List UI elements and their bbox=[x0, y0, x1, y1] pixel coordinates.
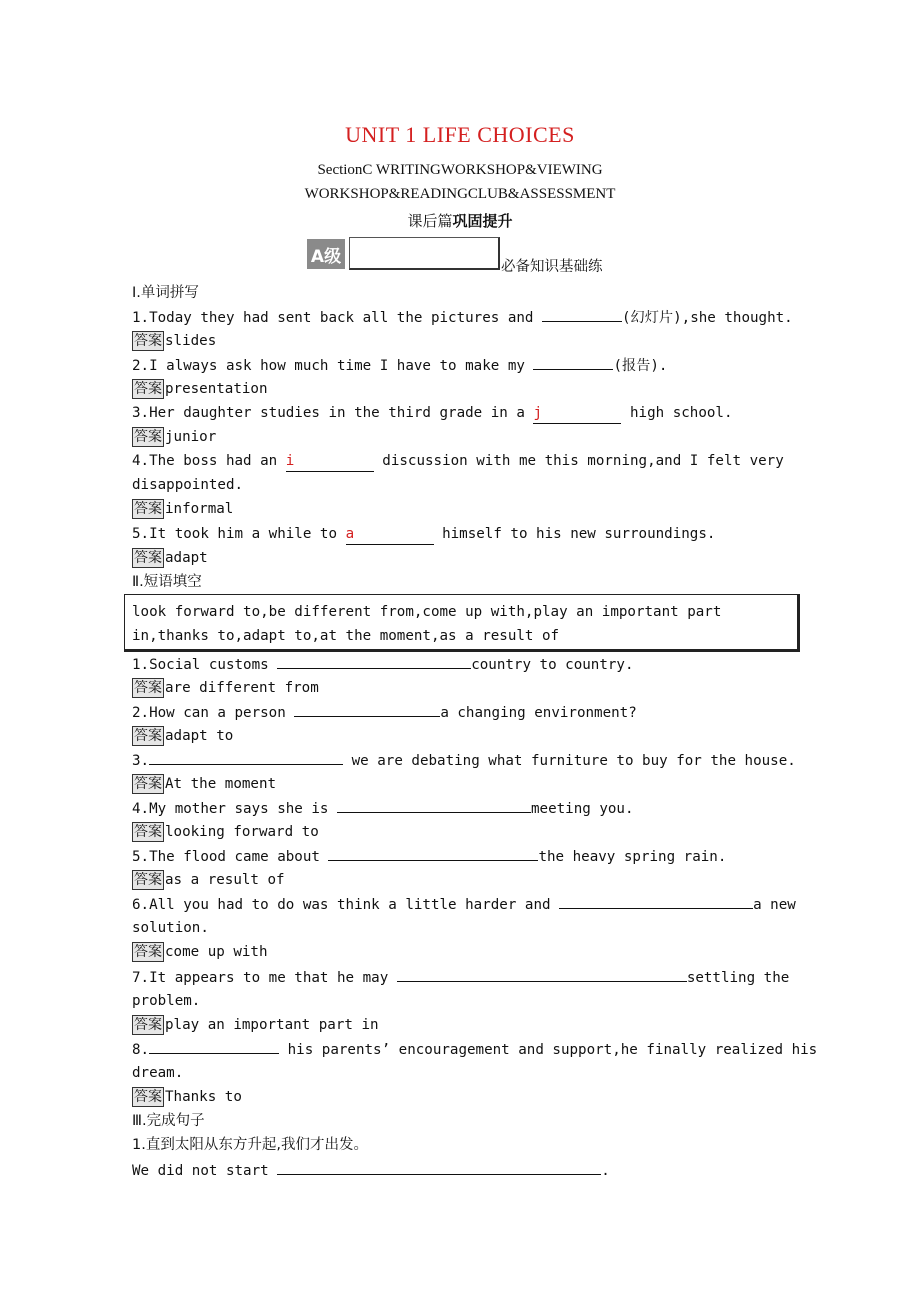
part2-q7-cont: problem. bbox=[132, 993, 201, 1009]
level-box bbox=[349, 237, 500, 270]
answer-badge: 答案 bbox=[134, 680, 162, 696]
part2-q8-cont: dream. bbox=[132, 1065, 184, 1081]
part2-a8: 答案 Thanks to bbox=[134, 1089, 242, 1105]
answer-badge: 答案 bbox=[134, 501, 162, 517]
part1-a2: 答案 presentation bbox=[134, 381, 268, 397]
answer-badge: 答案 bbox=[134, 728, 162, 744]
part1-a4: 答案 informal bbox=[134, 501, 234, 517]
part2-q1: 1.Social customs country to country. bbox=[132, 654, 634, 675]
part2-q7: 7.It appears to me that he may settling the bbox=[132, 967, 789, 988]
answer-badge: 答案 bbox=[134, 776, 162, 792]
part2-a5: 答案 as a result of bbox=[134, 872, 285, 888]
part2-q5: 5.The flood came about the heavy spring rain. bbox=[132, 846, 726, 867]
level-label: 必备知识基础练 bbox=[501, 259, 603, 275]
section-line-2: WORKSHOP&READINGCLUB&ASSESSMENT bbox=[304, 186, 616, 202]
part1-a5: 答案 adapt bbox=[134, 550, 208, 566]
subtitle bbox=[0, 210, 920, 231]
answer-badge: 答案 bbox=[134, 824, 162, 840]
answer-badge: 答案 bbox=[134, 381, 162, 397]
answer-badge: 答案 bbox=[134, 550, 162, 566]
phrase-bank bbox=[124, 594, 800, 652]
part2-q6: 6.All you had to do was think a little harder and a new bbox=[132, 894, 796, 915]
part2-q4: 4.My mother says she is meeting you. bbox=[132, 798, 634, 819]
part1-q5: 5.It took him a while to a himself to his new surroundings. bbox=[132, 524, 715, 545]
part2-a4: 答案 looking forward to bbox=[134, 824, 319, 840]
part2-a1: 答案 are different from bbox=[134, 680, 319, 696]
part3-q1: We did not start . bbox=[132, 1160, 610, 1181]
part2-a3: 答案 At the moment bbox=[134, 776, 277, 792]
part1-q1: 1.Today they had sent back all the pictures and (幻灯片),she thought. bbox=[132, 307, 793, 328]
part1-a1: 答案 slides bbox=[134, 333, 217, 349]
part3-heading: Ⅲ.完成句子 bbox=[132, 1113, 205, 1129]
answer-badge: 答案 bbox=[134, 944, 162, 960]
part1-heading: Ⅰ.单词拼写 bbox=[132, 285, 199, 301]
part2-q3: 3. we are debating what furniture to buy for the house. bbox=[132, 750, 796, 771]
part1-q4-cont: disappointed. bbox=[132, 477, 244, 493]
answer-badge: 答案 bbox=[134, 333, 162, 349]
part2-a6: 答案 come up with bbox=[134, 944, 268, 960]
part1-q4: 4.The boss had an i discussion with me this morning,and I felt very bbox=[132, 451, 784, 472]
answer-badge: 答案 bbox=[134, 429, 162, 445]
part3-q1-cn: 1.直到太阳从东方升起,我们才出发。 bbox=[132, 1137, 368, 1153]
phrase-bank-text: look forward to,be different from,come up with,play an important part in,thanks to,adapt to,at the moment,as a result of bbox=[132, 604, 722, 644]
answer-badge: 答案 bbox=[134, 1089, 162, 1105]
subtitle-prefix: 课后篇 bbox=[407, 212, 453, 230]
part2-q2: 2.How can a person a changing environment? bbox=[132, 702, 637, 723]
part2-q8: 8. his parents’ encouragement and support,he finally realized his bbox=[132, 1039, 817, 1060]
part2-q6-cont: solution. bbox=[132, 920, 209, 936]
unit-title: UNIT 1 LIFE CHOICES bbox=[345, 122, 575, 147]
part2-heading: Ⅱ.短语填空 bbox=[132, 574, 202, 590]
section-line-1: SectionC WRITINGWORKSHOP&VIEWING bbox=[317, 162, 603, 178]
part2-a7: 答案 play an important part in bbox=[134, 1017, 379, 1033]
part1-q3: 3.Her daughter studies in the third grade in a j high school. bbox=[132, 403, 733, 424]
answer-badge: 答案 bbox=[134, 1017, 162, 1033]
answer-badge: 答案 bbox=[134, 872, 162, 888]
part2-a2: 答案 adapt to bbox=[134, 728, 234, 744]
subtitle-bold: 巩固提升 bbox=[452, 212, 513, 230]
part1-a3: 答案 junior bbox=[134, 429, 217, 445]
part1-q2: 2.I always ask how much time I have to make my (报告). bbox=[132, 355, 667, 376]
level-badge: A级 bbox=[307, 239, 345, 269]
